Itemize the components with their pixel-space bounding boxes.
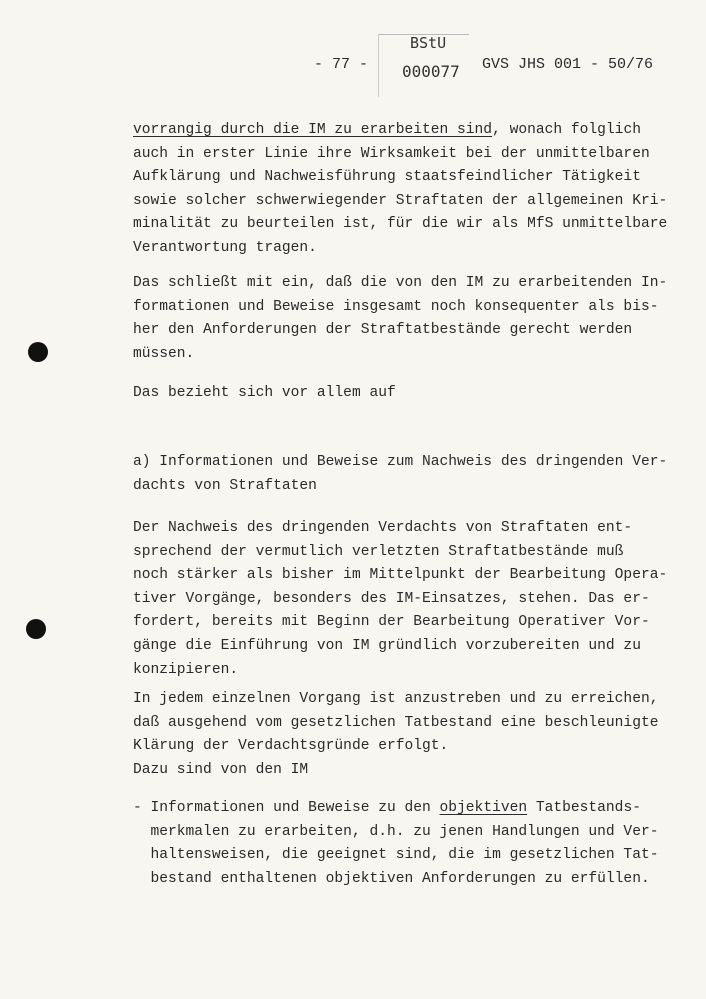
text-line: gänge die Einführung von IM gründlich vorzubereiten und zu: [133, 637, 641, 654]
text-line: a) Informationen und Beweise zum Nachweis des dringenden Ver-: [133, 454, 668, 470]
text-line: sowie solcher schwerwiegender Straftaten der allgemeinen Kri-: [133, 192, 668, 209]
underlined-phrase: vorrangig durch die IM zu erarbeiten sind: [133, 122, 493, 138]
text-line: haltensweisen, die geeignet sind, die im gesetzlichen Tat-: [133, 847, 659, 864]
text-line: auch in erster Linie ihre Wirksamkeit bei der unmittelbaren: [133, 145, 650, 162]
text-line: sprechend der vermutlich verletzten Straftatbestände muß: [133, 543, 624, 560]
text-line: noch stärker als bisher im Mittelpunkt der Bearbeitung Opera-: [133, 567, 668, 584]
text-line: fordert, bereits mit Beginn der Bearbeitung Operativer Vor-: [133, 614, 650, 631]
text-line: her den Anforderungen der Straftatbestände gerecht werden: [133, 322, 633, 339]
text-line: - Informationen und Beweise zu den: [133, 800, 440, 816]
text-line: konzipieren.: [133, 661, 239, 678]
paragraph-2: [133, 272, 693, 366]
paragraph-6: [133, 688, 693, 782]
text-line: merkmalen zu erarbeiten, d.h. zu jenen Handlungen und Ver-: [133, 823, 659, 840]
section-heading-a: [133, 451, 693, 498]
text-line: Verantwortung tragen.: [133, 239, 317, 256]
text-line: Dazu sind von den IM: [133, 761, 309, 778]
bullet-item: [133, 797, 658, 891]
text-line: Klärung der Verdachtsgründe erfolgt.: [133, 738, 449, 755]
text-line: Das schließt mit ein, daß die von den IM zu erarbeitenden In-: [133, 275, 668, 291]
text-line: Der Nachweis des dringenden Verdachts von Straftaten ent-: [133, 520, 633, 536]
page-number: - 77 -: [314, 56, 369, 73]
paragraph-3: Das bezieht sich vor allem auf: [133, 385, 396, 401]
text-line: dachts von Straftaten: [133, 477, 317, 494]
paragraph-1: [133, 119, 693, 261]
archive-stamp-number: 000077: [402, 62, 460, 81]
text-line: bestand enthaltenen objektiven Anforderungen zu erfüllen.: [133, 870, 650, 887]
text-line: müssen.: [133, 345, 195, 362]
text-line: tiver Vorgänge, besonders des IM-Einsatzes, stehen. Das er-: [133, 590, 650, 607]
paragraph-5: [133, 517, 693, 682]
text-line: , wonach folglich: [492, 122, 641, 138]
text-line: Tatbestands-: [527, 800, 641, 816]
text-line: daß ausgehend vom gesetzlichen Tatbestand eine beschleunigte: [133, 714, 659, 731]
punch-hole-top: [28, 342, 48, 362]
text-line: In jedem einzelnen Vorgang ist anzustreben und zu erreichen,: [133, 691, 659, 707]
text-line: formationen und Beweise insgesamt noch konsequenter als bis-: [133, 298, 659, 315]
underlined-word: objektiven: [439, 800, 528, 816]
archive-stamp-agency: BStU: [410, 34, 447, 52]
text-line: Aufklärung und Nachweisführung staatsfeindlicher Tätigkeit: [133, 169, 641, 186]
punch-hole-bottom: [26, 619, 46, 639]
document-reference: GVS JHS 001 - 50/76: [482, 56, 654, 73]
text-line: minalität zu beurteilen ist, für die wir als MfS unmittelbare: [133, 216, 668, 233]
